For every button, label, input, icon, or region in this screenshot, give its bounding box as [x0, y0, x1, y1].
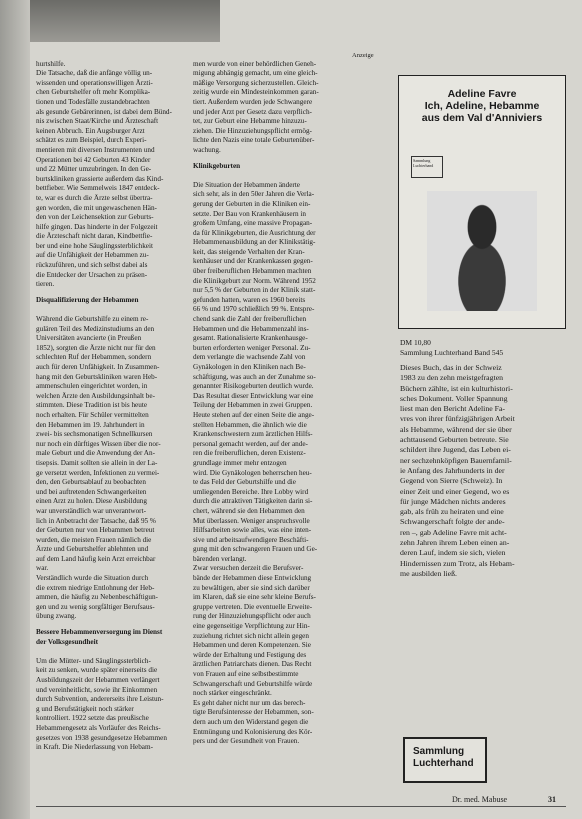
- book-ad: [398, 75, 566, 329]
- book-series: Sammlung Luchterhand Band 545: [400, 348, 504, 357]
- section-heading: Disqualifizierung der Hebammen: [36, 295, 139, 304]
- article-column-2: [193, 50, 341, 747]
- paragraph: Die Situation der Hebammen änderte sich sehr, als in den 50er Jahren die Verla- gerung der Geburten in die Kliniken ein- setzte. Der Bau von Krankenhäusern in großem Umfang, eine massive Propagan- da für Klinikgeburten, die Ausrichtung der Hebammenausbildung an der Klinikstätig- keit, das steigende Verhalten der Kran- kenhäuser und der Krankenkassen gegen- über freiberuflichen Hebammen machten die Klinikgeburt zur Norm. Während 1952 nur 5,5 % der Geburten in der Klinik statt- gefunden hatten, waren es 1960 bereits 66 % und 1970 schließlich 99 %. Entspre- chend sank die Zahl der freiberuflichen Hebammen und die Hebammenzahl ins- gesamt. Rationalisierte Krankenhausge- burten erforderten weniger Personal. Zu- dem verlangte die wachsende Zahl von Gynäkologen in den Kliniken nach Be- schäftigung, was auch an der Zunahme so- genannter Risikogeburten deutlich wurde. Das Resultat dieser Entwicklung war eine Teilung der Hebammen in zwei Gruppen. Heute stehen auf der einen Seite die ange- stellten Hebammen, die ähnlich wie die Krankenschwestern zum ärztlichen Hilfs- personal gemacht werden, auf der ande- ren die freiberuflichen, deren Existenz- grundlage immer mehr entzogen wird. Die Gynäkologen beherrschen heu- te das Feld der Geburtshilfe und die umliegenden Bereiche. Ihre Lobby wird durch die attraktiven Tätigkeiten darin si- chert, während sie den Hebammen den Mut überlassen. Weniger anspruchsvolle Hilfsarbeiten sowie alles, was eine inten- sive und arbeitsaufwendigere Beschäfti- gung mit den schwangeren Frauen und Ge- bärenden verlangt. Zwar versuchen derzeit die Berufsver- bände der Hebammen diese Entwicklung zu bewältigen, aber sie sind sich darüber im Klaren, daß sie eine sehr kleine Berufs- gruppe vertreten. Die eventuelle Erweite- rung der Hinzuziehungspflicht oder auch eine gegenseitige Verpflichtung zur Hin- zuziehung richtet sich nicht allein gegen Hebammen und deren Kompetenzen. Sie würde der Erhaltung und Festigung des ärztlichen Patriarchats dienen. Das Recht von Frauen auf eine selbstbestimmte Schwangerschaft und Geburtshilfe würde noch stärker eingeschränkt. Es geht daher nicht nur um das berech- tigte Berufsinteresse der Hebammen, son- dern auch um den Widerstand gegen die Entmüngung und Kolonisierung des Kör- pers und der Gesundheit von Frauen.: [193, 180, 318, 746]
- section-heading: Klinikgeburten: [193, 161, 241, 170]
- publisher-box: Sammlung Luchterhand: [411, 156, 443, 178]
- top-photo-strip: [30, 0, 220, 42]
- book-title: Adeline Favre Ich, Adeline, Hebamme aus dem Val d'Anniviers: [421, 88, 543, 124]
- book-price: DM 10,80: [400, 338, 431, 347]
- paragraph: hurtshilfe. Die Tatsache, daß die anfänge völlig un- wissenden und operationswilligen Ärzti- chen Geburtshelfer oft mehr Komplika- tionen und Todesfälle zustandebrachten als gesunde Gebärerinnen, ist dabei dem Bünd- nis zwischen Staat/Kirche und Ärzteschaft keinen Abbruch. Ein Augsburger Arzt schätzt es zum Beispiel, durch Experi- mentieren mit diversen Instrumenten und Operationen bei 42 Geburten 43 Kinder und 22 Mütter umzubringen. In den Ge- burtskliniken grassierte außerdem das Kind- bettfieber. Wie Semmelweis 1847 entdeck- te, war es durch die Ärzte selbst übertra- gen worden, die mit ungewaschenen Hän- den von der Leichensektion zur Geburts- hilfe gingen. Das hinderte in der Folgezeit die Ärzteschaft nicht daran, Kindbettfie- ber und eine hohe Säuglingssterblichkeit auf die Unfähigkeit der Hebammen zu- rückzuführen, und sich selbst dabei als die Entdecker der Ursachen zu präsen- tieren.: [36, 59, 172, 289]
- paragraph: Während die Geburtshilfe zu einem re- gulären Teil des Medizinstudiums an den Universitäten avancierte (in Preußen 1852), sorgten die Ärzte nicht nur für den schlechten Ruf der Hebammen, sondern auch für deren Unfähigkeit. In Zusammen- hang mit den Geburtskliniken waren Heb- ammenschulen eingerichtet worden, in welchen Ärzte den Ausbildungsinhalt be- stimmten. Diese Tradition ist bis heute noch erhalten. Für Schüler vermittelten den Hebammen im 19. Jahrhundert in zwei- bis sechsmonatigen Schnellkursen nur noch ein dürftiges Wissen über die nor- male Geburt und die Anwendung der An- tisepsis. Damit sollten sie allein in der La- ge versetzt werden, Infektionen zu vermei- den, den Geburtsablauf zu beobachten und bei auftretenden Schwangerkeiten einen Arzt zu holen. Diese Ausbildung war unverständlich war unverantwort- lich in Anbetracht der Tatsache, daß 95 % der Geburten nur von Hebammen betreut wurden, die meisten Frauen nämlich die Ärzte und Geburtshelfer ablehnten und auf dem Land häufig kein Arzt erreichbar war. Verständlich wurde die Situation durch die extrem niedrige Entlohnung der Heb- ammen, die häufig zu Nebenbeschäftigun- gen und zu wenig sorgfältiger Berufsaus- übung zwang.: [36, 315, 161, 621]
- footer-rule: [36, 806, 566, 807]
- footer-author: Dr. med. Mabuse: [452, 795, 508, 804]
- midwife-photo: [427, 191, 537, 311]
- page-number: 31: [548, 795, 556, 804]
- previous-page-edge: [0, 0, 30, 819]
- section-heading: Bessere Hebammenversorgung im Dienst der Volksgesundheit: [36, 628, 163, 646]
- ad-label: Anzeige: [352, 52, 374, 59]
- publisher-logo: [403, 737, 487, 783]
- paragraph: men wurde von einer behördlichen Geneh- migung abhängig gemacht, um eine gleich- mäßige Versorgung sicherzustellen. Gleich- zeitig wurde ein Mindesteinkommen garan- tiert. Außerdem wurden jede Schwangere und jeder Arzt per Gesetz dazu verpflich- tet, zur Geburt eine Hebamme hinzuzu- ziehen. Die Hinzuziehungspflicht ermög- lichte den Nazis eine totale Geburtenüber- wachung.: [193, 59, 319, 154]
- book-description: Dieses Buch, das in der Schweiz 1983 zu den zehn meistgefragten Büchern zählte, ist ein kulturhistori- sches Dokument. Voller Spannung liest man den Bericht Adeline Fa- vres von ihrer fünfzigjährigen Arbeit als Hebamme, während der sie über achttausend Geburten betreute. Sie schildert ihre Jugend, das Leben ei- ner sechzehnköpfigen Bauernfamil- ie Anfang des Jahrhunderts in der Gegend von Sierre (Schweiz). In einer Zeit und einer Gegend, wo es für junge Mädchen nichts anderes gab, als früh zu heiraten und eine Schwangerschaft folgte der ande- ren –, gab Adeline Favre mit acht- zehn Jahren ihrem Leben einen an- deren Lauf, indem sie sich, vielen Hindernissen zum Trotz, als Hebam- me ausbilden ließ.: [400, 363, 515, 578]
- paragraph: Um die Mütter- und Säuglingssterblich- keit zu senken, wurde später einerseits die Ausbildungszeit der Hebammen verlängert und vereinheitlicht, sowie ihr Einkommen durch Subvention, andererseits ihre Leistun- g und Berufstätigkeit noch stärker kontrolliert. 1922 setzte das preußische Hebammengesetz als Vorläufer des Reichs- gesetzes von 1938 gesundgesetze Hebammen in Kraft. Die Niederlassung von Hebam-: [36, 656, 167, 752]
- book-meta: [400, 338, 503, 358]
- article-column-1: [36, 50, 186, 753]
- publisher-logo-text: Sammlung Luchterhand: [413, 746, 474, 769]
